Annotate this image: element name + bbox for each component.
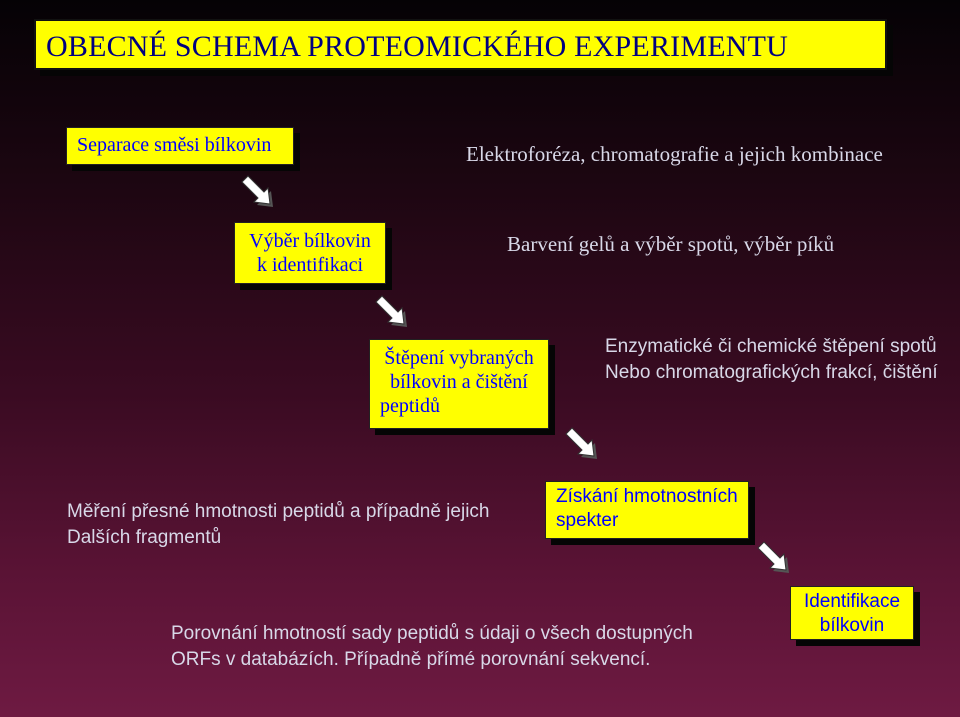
step-stepeni-box (369, 339, 549, 429)
page-title: OBECNÉ SCHEMA PROTEOMICKÉHO EXPERIMENTU (34, 19, 887, 70)
note-barveni: Barvení gelů a výběr spotů, výběr píků (507, 232, 835, 256)
step-vyber-line1: Výběr bílkovin (249, 230, 371, 252)
step-ziskani-line1: Získání hmotnostních (556, 486, 738, 507)
step-separace-label: Separace směsi bílkovin (77, 134, 272, 156)
step-identifikace-line1: Identifikace (803, 591, 901, 612)
note-mereni-line1: Měření přesné hmotnosti peptidů a případně jejich (67, 501, 490, 522)
step-stepeni-line2: bílkovin a čištění (390, 371, 528, 393)
step-stepeni-line3: peptidů (380, 395, 440, 417)
note-mereni (67, 499, 489, 551)
note-enzymaticke (605, 334, 938, 386)
arrow-down-right-icon (372, 292, 410, 330)
note-mereni-line2: Dalších fragmentů (67, 527, 222, 548)
step-separace-box (66, 127, 294, 165)
step-stepeni-line1: Štěpení vybraných (384, 347, 534, 369)
note-porovnani (171, 621, 693, 673)
step-identifikace-line2: bílkovin (819, 615, 885, 636)
note-porovnani-line1: Porovnání hmotností sady peptidů s údaji o všech dostupných (171, 623, 693, 644)
note-enzymaticke-line2: Nebo chromatografických frakcí, čištění (605, 362, 938, 383)
step-vyber-box (234, 222, 386, 284)
step-identifikace-box (790, 586, 914, 640)
arrow-down-right-icon (754, 538, 792, 576)
note-enzymaticke-line1: Enzymatické či chemické štěpení spotů (605, 336, 937, 357)
note-elektroforeza: Elektroforéza, chromatografie a jejich kombinace (466, 142, 883, 166)
step-vyber-line2: k identifikaci (256, 254, 364, 276)
arrow-down-right-icon (238, 172, 276, 210)
note-porovnani-line2: ORFs v databázích. Případně přímé porovnání sekvencí. (171, 649, 651, 670)
arrow-down-right-icon (562, 424, 600, 462)
step-ziskani-line2: spekter (556, 510, 619, 531)
step-ziskani-box (545, 481, 749, 539)
